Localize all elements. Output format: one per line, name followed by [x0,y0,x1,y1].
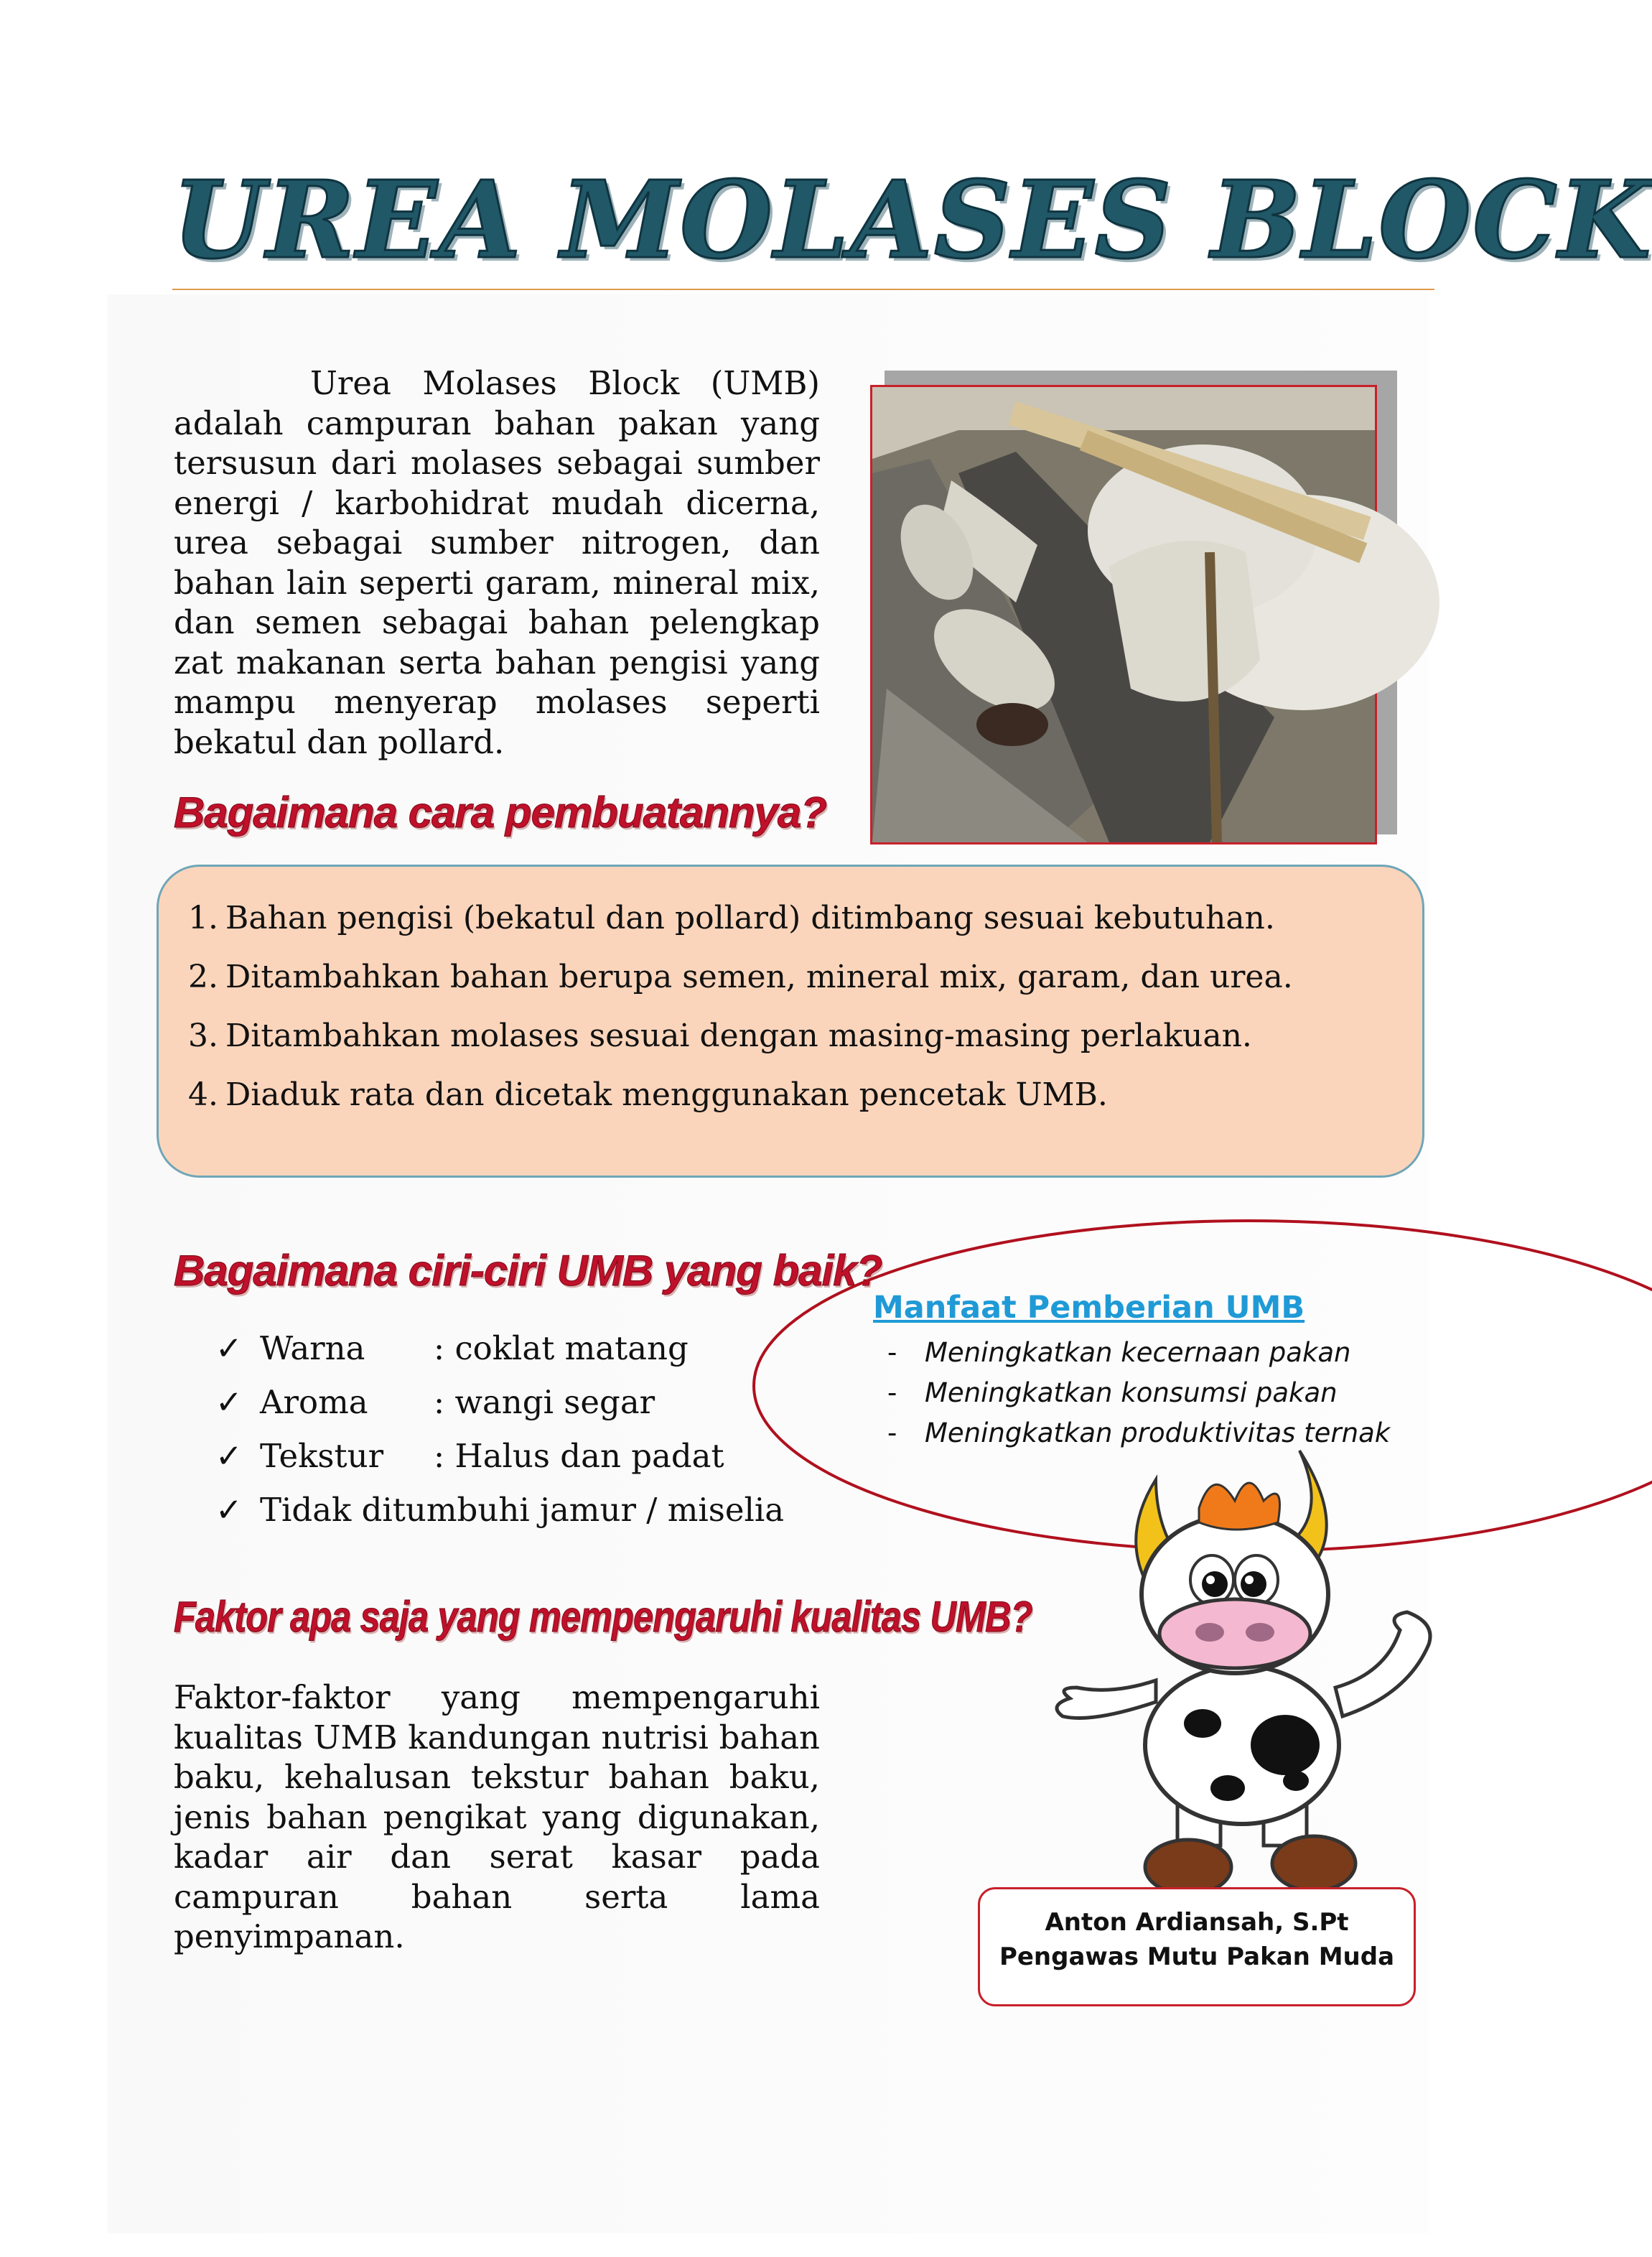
step-text: Ditambahkan molases sesuai dengan masing-masing perlakuan. [225,1018,1252,1054]
page-title: UREA MOLASES BLOCK [172,157,1652,282]
checkmark-icon: ✓ [215,1329,243,1367]
step-number: 4. [188,1076,218,1113]
cattle-feeding-photo [870,385,1377,844]
step-number: 3. [188,1018,218,1054]
benefit-text: Meningkatkan konsumsi pakan [925,1377,1338,1408]
intro-body: adalah campuran bahan pakan yang tersusun dari molases sebagai sumber energi / karbohidrat mudah dicerna, urea sebagai sumber nitrogen, dan bahan lain seperti garam, mineral mix, dan semen sebagai bahan pelengkap zat makanan serta bahan pengisi yang mampu menyerap molases seperti bekatul dan pollard. [174,404,820,761]
cattle-illustration [872,387,1375,842]
characteristic-item [215,1321,784,1375]
checkmark-icon: ✓ [215,1383,243,1421]
characteristic-item [215,1429,784,1483]
characteristics-list [215,1321,784,1537]
characteristic-label: Tidak ditumbuhi jamur / miselia [260,1491,785,1529]
heading-factors: Faktor apa saja yang mempengaruhi kualitas UMB? [174,1593,1032,1641]
characteristic-label: Warna [260,1329,365,1367]
step-text: Diaduk rata dan dicetak menggunakan pencetak UMB. [225,1076,1108,1113]
benefit-text: Meningkatkan kecernaan pakan [925,1337,1351,1368]
characteristic-label: Aroma [260,1383,368,1421]
author-role: Pengawas Mutu Pakan Muda [999,1942,1395,1971]
intro-lead: Urea Molases Block (UMB) [310,364,820,402]
checkmark-icon: ✓ [215,1491,243,1529]
benefit-item: - Meningkatkan kecernaan pakan [887,1337,1351,1368]
step-item [188,889,1409,948]
characteristic-value: : Halus dan padat [434,1437,724,1475]
step-item [188,1066,1409,1125]
characteristic-item [215,1483,784,1537]
characteristic-item [215,1375,784,1429]
benefit-item: - Meningkatkan produktivitas ternak [887,1418,1391,1448]
checkmark-icon: ✓ [215,1437,243,1475]
step-text: Bahan pengisi (bekatul dan pollard) ditimbang sesuai kebutuhan. [225,900,1275,936]
author-name: Anton Ardiansah, S.Pt [1045,1908,1349,1937]
benefits-list [887,1333,1390,1453]
benefit-item: - Meningkatkan konsumsi pakan [887,1377,1338,1408]
heading-how-to-make: Bagaimana cara pembuatannya? [174,788,827,837]
benefit-text: Meningkatkan produktivitas ternak [925,1418,1391,1448]
steps-list [188,889,1409,1125]
characteristic-label: Tekstur [260,1437,384,1475]
step-number: 2. [188,959,218,995]
characteristic-value: : coklat matang [434,1329,689,1367]
author-card [978,1887,1416,2006]
step-item [188,948,1409,1007]
cow-mascot-icon [1048,1451,1450,1896]
step-number: 1. [188,900,218,936]
step-item [188,1007,1409,1066]
step-text: Ditambahkan bahan berupa semen, mineral mix, garam, dan urea. [225,959,1293,995]
factors-paragraph: Faktor-faktor yang mempengaruhi kualitas UMB kandungan nutrisi bahan baku, kehalusan tekstur bahan baku, jenis bahan pengikat yang digunakan, kadar air dan serat kasar pada campuran bahan serta lama penyimpanan. [174,1678,820,1955]
characteristic-value: : wangi segar [434,1383,655,1421]
intro-paragraph [174,363,820,762]
title-divider [172,289,1434,290]
benefits-title: Manfaat Pemberian UMB [873,1290,1305,1326]
heading-characteristics: Bagaimana ciri-ciri UMB yang baik? [174,1247,882,1295]
